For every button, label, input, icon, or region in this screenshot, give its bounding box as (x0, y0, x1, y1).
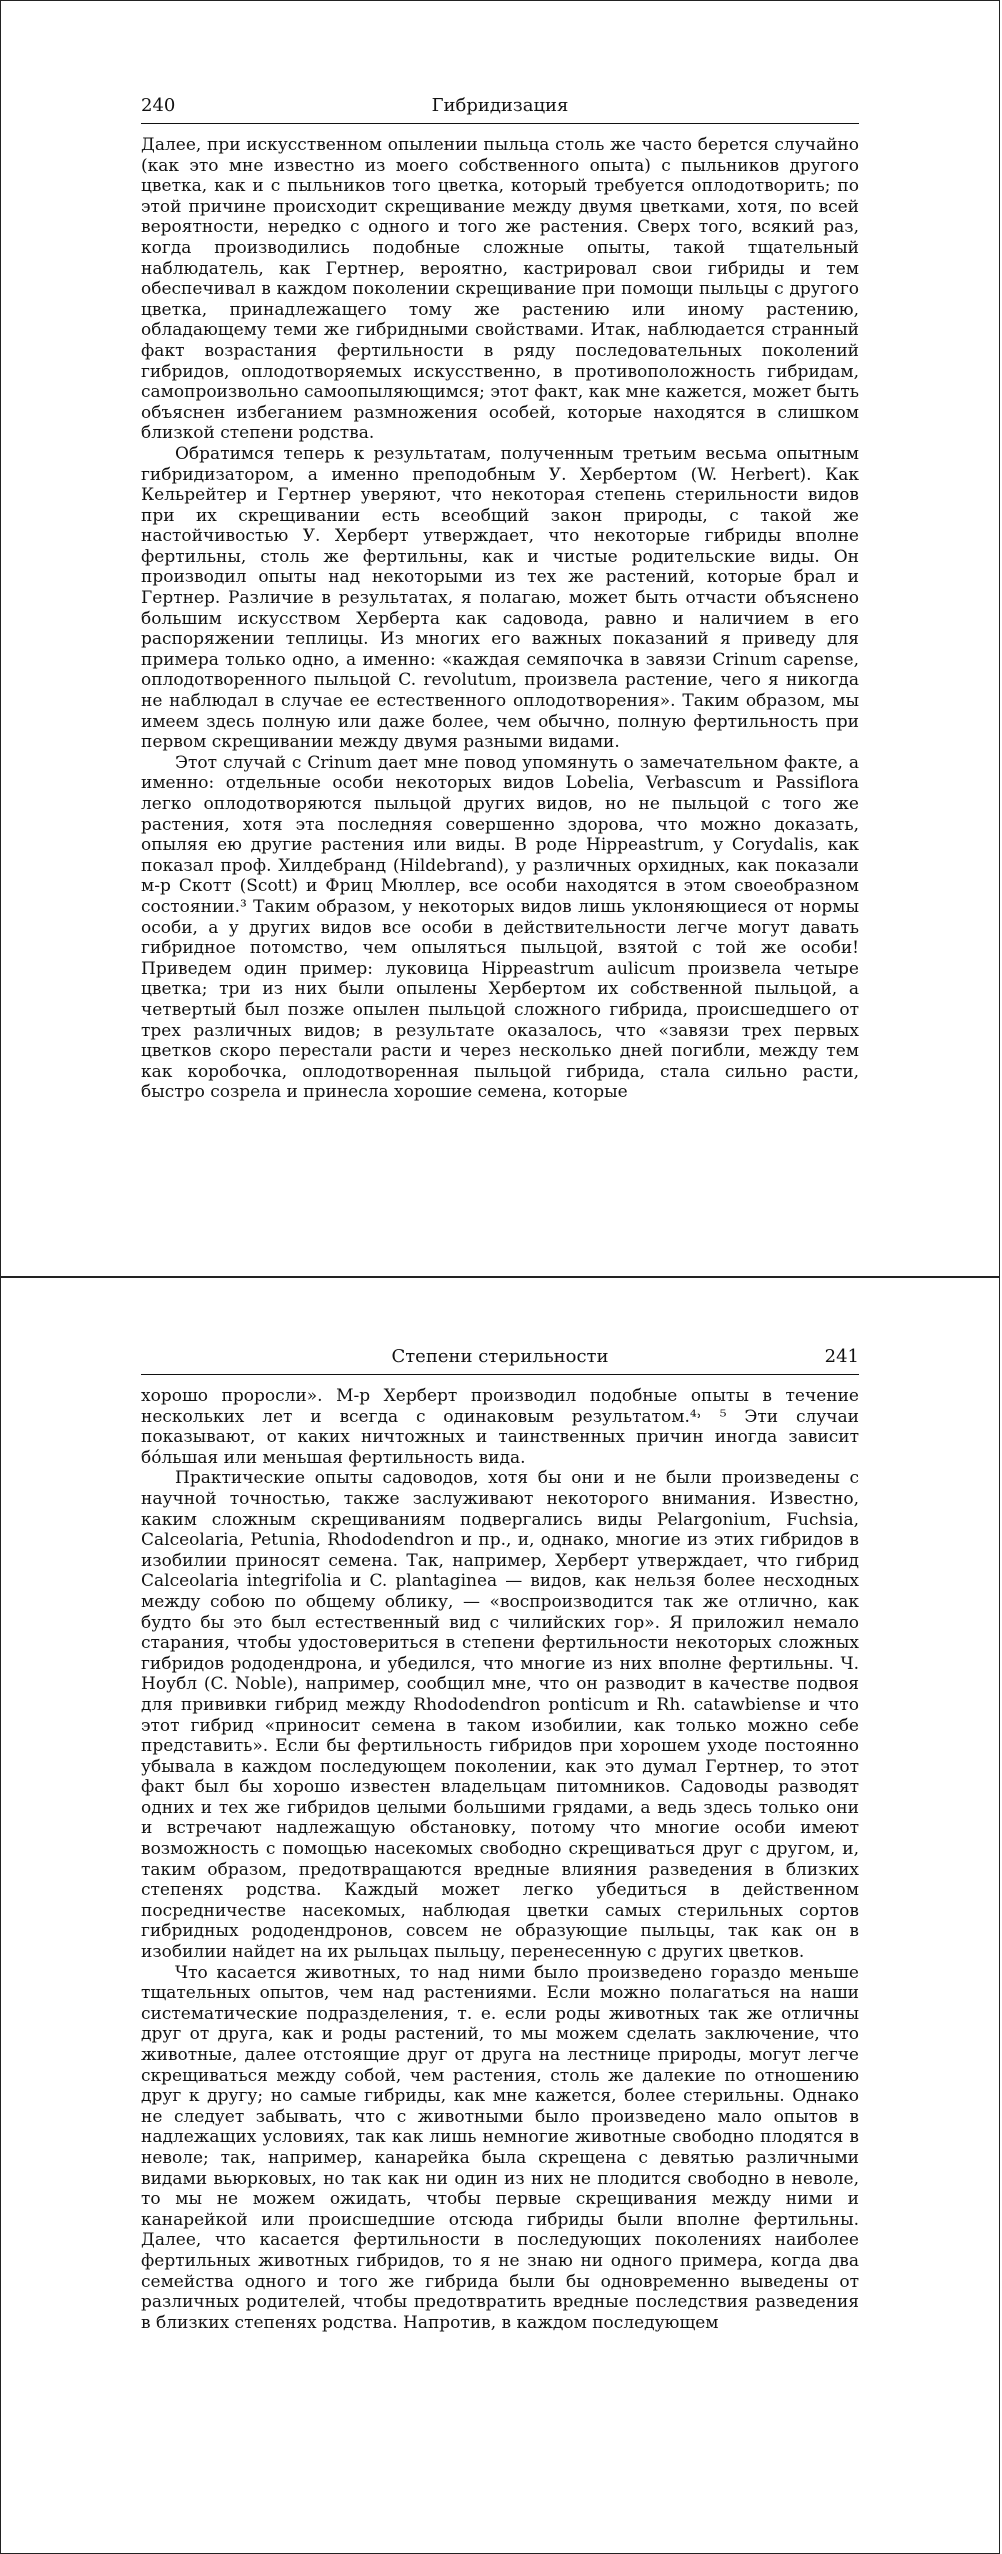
page-number: 241 (824, 1346, 859, 1367)
paragraph: Этот случай с Crinum дает мне повод упомянуть о замечательном факте, а именно: отдельные особи некоторых видов Lobelia, Verbascum и Passiflora легко оплодотворяются пыльцой других видов, но не пыльцой с того же растения, хотя эта последняя совершенно здорова, что можно доказать, опыляя ею другие растения или виды. В роде Hippeastrum, у Corydalis, как показал проф. Хилдебранд (Hildebrand), у различных орхидных, как показали м-р Скотт (Scott) и Фриц Мюллер, все особи находятся в этом своеобразном состоянии.³ Таким образом, у некоторых видов лишь уклоняющиеся от нормы особи, а у других видов все особи в действительности легче могут давать гибридное потомство, чем опыляться пыльцой, взятой с той же особи! Приведем один пример: луковица Hippeastrum aulicum произвела четыре цветка; три из них были опылены Хербертом их собственной пыльцой, а четвертый был позже опылен пыльцой сложного гибрида, происшедшего от трех различных видов; в результате оказалось, что «завязи трех первых цветков скоро перестали расти и через несколько дней погибли, между тем как коробочка, оплодотворенная пыльцой гибрида, стала сильно расти, быстро созрела и принесла хорошие семена, которые (141, 752, 859, 1103)
paragraph: хорошо проросли». М-р Херберт производил подобные опыты в течение нескольких лет и всегда с одинаковым результатом.⁴˒ ⁵ Эти случаи показывают, от каких ничтожных и таинственных причин иногда зависит бóльшая или меньшая фертильность вида. (141, 1386, 859, 1468)
paragraph: Что касается животных, то над ними было произведено гораздо меньше тщательных опытов, чем над растениями. Если можно полагаться на наши систематические подразделения, т. е. если роды животных так же отличны друг от друга, как и роды растений, то мы можем сделать заключение, что животные, далее отстоящие друг от друга на лестнице природы, могут легче скрещиваться между собой, чем растения, столь же далекие по отношению друг к другу; но самые гибриды, как мне кажется, более стерильны. Однако не следует забывать, что с животными было произведено мало опытов в надлежащих условиях, так как лишь немногие животные свободно плодятся в неволе; так, например, канарейка была скрещена с девятью различными видами вьюрковых, но так как ни один из них не плодится свободно в неволе, то мы не можем ожидать, чтобы первые скрещивания между ними и канарейкой или происшедшие отсюда гибриды были вполне фертильны. Далее, что касается фертильности в последующих поколениях наиболее фертильных животных гибридов, то я не знаю ни одного примера, когда два семейства одного и того же гибрида были бы одновременно выведены от различных родителей, чтобы предотвратить вредные последствия разведения в близких степенях родства. Напротив, в каждом последующем (141, 1962, 859, 2333)
page-header (141, 1344, 859, 1375)
running-head: Гибридизация (431, 95, 569, 116)
page-number: 240 (141, 95, 176, 116)
book-page-240 (0, 0, 1000, 1277)
running-head: Степени стерильности (391, 1346, 609, 1367)
paragraph: Далее, при искусственном опылении пыльца столь же часто берется случайно (как это мне известно из моего собственного опыта) с пыльников другого цветка, как и с пыльников того цветка, который требуется оплодотворить; по этой причине происходит скрещивание между двумя цветками, хотя, по всей вероятности, нередко с одного и того же растения. Сверх того, всякий раз, когда производились подобные сложные опыты, такой тщательный наблюдатель, как Гертнер, вероятно, кастрировал свои гибриды и тем обеспечивал в каждом поколении скрещивание при помощи пыльцы с другого цветка, принадлежащего тому же растению или иному растению, обладающему теми же гибридными свойствами. Итак, наблюдается странный факт возрастания фертильности в ряду последовательных поколений гибридов, оплодотворяемых искусственно, в противоположность гибридам, самопроизвольно самоопыляющимся; этот факт, как мне кажется, может быть объяснен избеганием размножения особей, которые находятся в слишком близкой степени родства. (141, 135, 859, 444)
paragraph: Обратимся теперь к результатам, полученным третьим весьма опытным гибридизатором, а именно преподобным У. Хербертом (W. Herbert). Как Кельрейтер и Гертнер уверяют, что некоторая степень стерильности видов при их скрещивании есть всеобщий закон природы, с такой же настойчивостью У. Херберт утверждает, что некоторые гибриды вполне фертильны, столь же фертильны, как и чистые родительские виды. Он производил опыты над некоторыми из тех же растений, которые брал и Гертнер. Различие в результатах, я полагаю, может быть отчасти объяснено большим искусством Херберта как садовода, равно и наличием в его распоряжении теплицы. Из многих его важных показаний я приведу для примера только одно, а именно: «каждая семяпочка в завязи Crinum capense, оплодотворенного пыльцой C. revolutum, произвела растение, чего я никогда не наблюдал в случае ее естественного оплодотворения». Таким образом, мы имеем здесь полную или даже более, чем обычно, полную фертильность при первом скрещивании между двумя разными видами. (141, 443, 859, 753)
book-page-241 (0, 1277, 1000, 2554)
page-body (141, 135, 859, 1103)
page-body (141, 1386, 859, 2333)
paragraph: Практические опыты садоводов, хотя бы они и не были произведены с научной точностью, также заслуживают некоторого внимания. Известно, каким сложным скрещиваниям подвергались виды Pelargonium, Fuchsia, Calceolaria, Petunia, Rhododendron и пр., и, однако, многие из этих гибридов в изобилии приносят семена. Так, например, Херберт утверждает, что гибрид Calceolaria integrifolia и C. plantaginea — видов, как нельзя более несходных между собою по общему облику, — «воспроизводится так же отлично, как будто бы это был естественный вид с чилийских гор». Я приложил немало старания, чтобы удостовериться в степени фертильности некоторых сложных гибридов рододендрона, и убедился, что многие из них вполне фертильны. Ч. Ноубл (C. Noble), например, сообщил мне, что он разводит в качестве подвоя для прививки гибрид между Rhododendron ponticum и Rh. catawbiense и что этот гибрид «приносит семена в таком изобилии, как только можно себе представить». Если бы фертильность гибридов при хорошем уходе постоянно убывала в каждом последующем поколении, как это думал Гертнер, то этот факт был бы хорошо известен владельцам питомников. Садоводы разводят одних и тех же гибридов целыми большими грядами, а ведь здесь только они и встречают надлежащую обстановку, потому что многие особи имеют возможность с помощью насекомых свободно скрещиваться друг с другом, и, таким образом, предотвращаются вредные влияния разведения в близких степенях родства. Каждый может легко убедиться в действенном посредничестве насекомых, наблюдая цветки самых стерильных сортов гибридных рододендронов, совсем не образующие пыльцы, так как он в изобилии найдет на их рыльцах пыльцу, перенесенную с других цветков. (141, 1468, 859, 1963)
page-header (141, 93, 859, 124)
